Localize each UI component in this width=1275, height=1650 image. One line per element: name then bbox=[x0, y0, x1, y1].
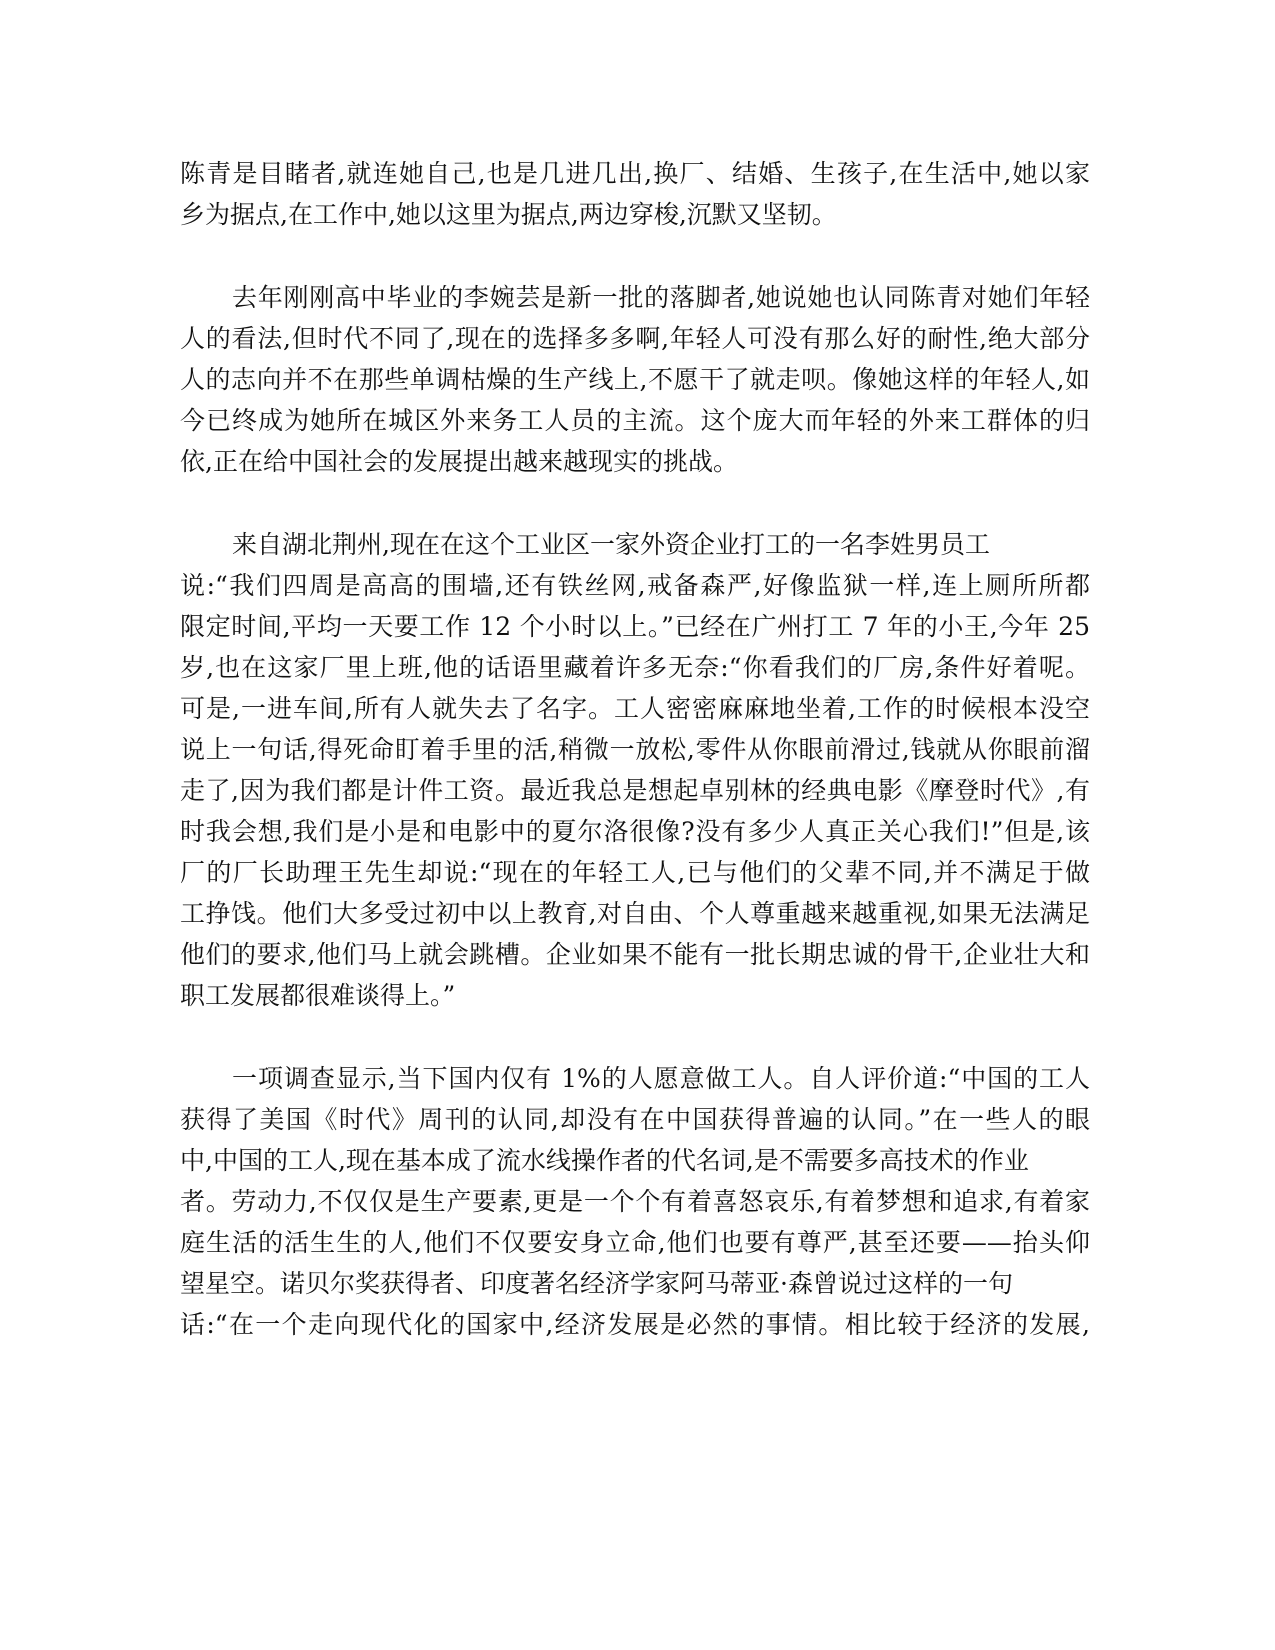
text-line: 他们的要求,他们马上就会跳槽。企业如果不能有一批长期忠诚的骨干,企业壮大和 bbox=[180, 940, 1090, 969]
text-line: 依,正在给中国社会的发展提出越来越现实的挑战。 bbox=[180, 447, 738, 476]
paragraph-3 bbox=[180, 524, 1090, 1016]
text-line: 说:“我们四周是高高的围墙,还有铁丝网,戒备森严,好像监狱一样,连上厕所所都 bbox=[180, 571, 1090, 600]
text-line: 来自湖北荆州,现在在这个工业区一家外资企业打工的一名李姓男员工 bbox=[232, 530, 990, 559]
text-line: 职工发展都很难谈得上。” bbox=[180, 981, 456, 1010]
text-line: 走了,因为我们都是计件工资。最近我总是想起卓别林的经典电影《摩登时代》,有 bbox=[180, 776, 1090, 805]
text-line: 庭生活的活生生的人,他们不仅要安身立命,他们也要有尊严,甚至还要——抬头仰 bbox=[180, 1228, 1090, 1257]
text-line: 陈青是目睹者,就连她自己,也是几进几出,换厂、结婚、生孩子,在生活中,她以家 bbox=[180, 159, 1090, 188]
paragraph-1 bbox=[180, 153, 1090, 235]
text-line: 中,中国的工人,现在基本成了流水线操作者的代名词,是不需要多高技术的作业 bbox=[180, 1146, 1029, 1175]
article-body bbox=[180, 153, 1090, 1345]
paragraph-4 bbox=[180, 1058, 1090, 1345]
text-line: 话:“在一个走向现代化的国家中,经济发展是必然的事情。相比较于经济的发展, bbox=[180, 1310, 1090, 1339]
text-line: 去年刚刚高中毕业的李婉芸是新一批的落脚者,她说她也认同陈青对她们年轻 bbox=[232, 283, 1090, 312]
text-line: 人的志向并不在那些单调枯燥的生产线上,不愿干了就走呗。像她这样的年轻人,如 bbox=[180, 365, 1090, 394]
text-line: 望星空。诺贝尔奖获得者、印度著名经济学家阿马蒂亚·森曾说过这样的一句 bbox=[180, 1269, 1013, 1298]
text-line: 时我会想,我们是小是和电影中的夏尔洛很像?没有多少人真正关心我们!”但是,该 bbox=[180, 817, 1090, 846]
text-line: 说上一句话,得死命盯着手里的活,稍微一放松,零件从你眼前滑过,钱就从你眼前溜 bbox=[180, 735, 1090, 764]
text-line: 获得了美国《时代》周刊的认同,却没有在中国获得普遍的认同。”在一些人的眼 bbox=[180, 1105, 1090, 1134]
text-line: 限定时间,平均一天要工作 12 个小时以上。”已经在广州打工 7 年的小王,今年 25 bbox=[180, 612, 1090, 641]
text-line: 乡为据点,在工作中,她以这里为据点,两边穿梭,沉默又坚韧。 bbox=[180, 200, 837, 229]
text-line: 厂的厂长助理王先生却说:“现在的年轻工人,已与他们的父辈不同,并不满足于做 bbox=[180, 858, 1090, 887]
text-line: 可是,一进车间,所有人就失去了名字。工人密密麻麻地坐着,工作的时候根本没空 bbox=[180, 694, 1090, 723]
text-line: 一项调查显示,当下国内仅有 1%的人愿意做工人。自人评价道:“中国的工人 bbox=[232, 1064, 1090, 1093]
paragraph-2 bbox=[180, 277, 1090, 482]
text-line: 岁,也在这家厂里上班,他的话语里藏着许多无奈:“你看我们的厂房,条件好着呢。 bbox=[180, 653, 1090, 682]
text-line: 工挣饯。他们大多受过初中以上教育,对自由、个人尊重越来越重视,如果无法满足 bbox=[180, 899, 1090, 928]
text-line: 今已终成为她所在城区外来务工人员的主流。这个庞大而年轻的外来工群体的归 bbox=[180, 406, 1090, 435]
text-line: 人的看法,但时代不同了,现在的选择多多啊,年轻人可没有那么好的耐性,绝大部分 bbox=[180, 324, 1090, 353]
text-line: 者。劳动力,不仅仅是生产要素,更是一个个有着喜怒哀乐,有着梦想和追求,有着家 bbox=[180, 1187, 1090, 1216]
